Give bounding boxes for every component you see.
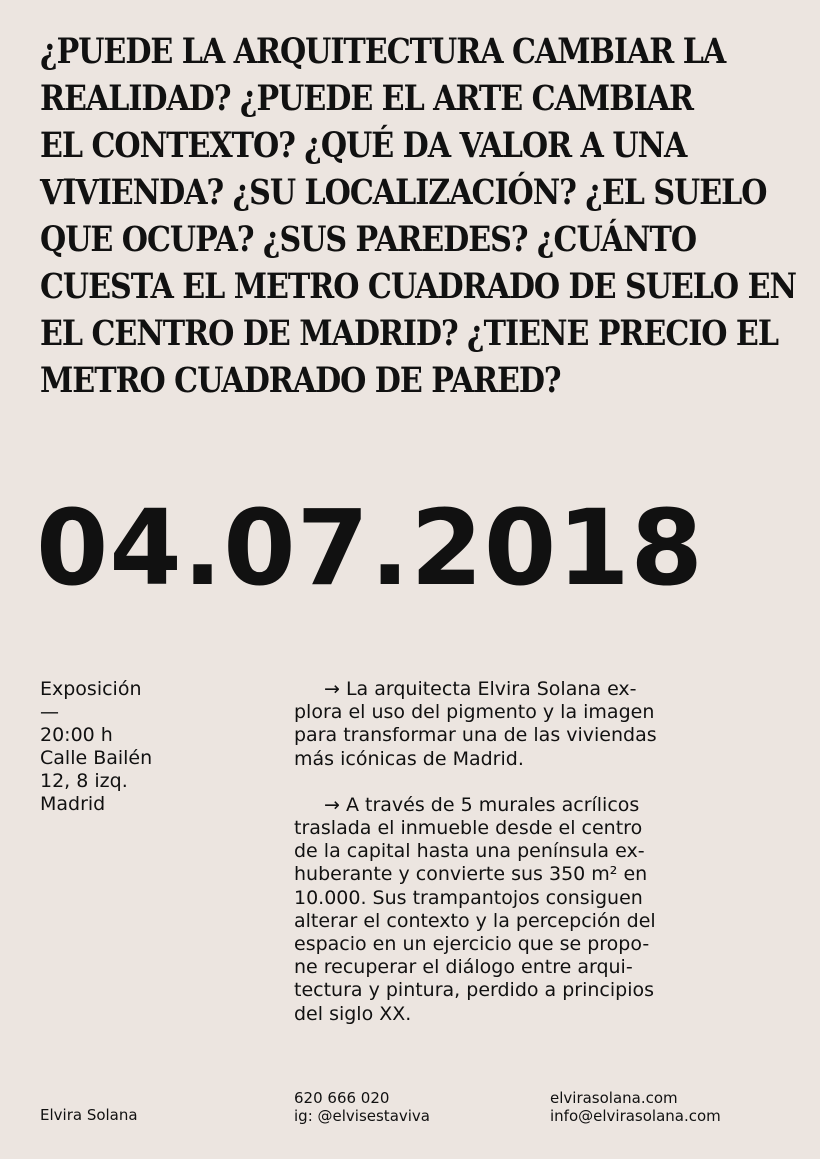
artist-name: Elvira Solana <box>40 1106 138 1124</box>
headline-line: EL CONTEXTO? ¿QUÉ DA VALOR A UNA <box>40 125 687 166</box>
phone-number: 620 666 020 <box>294 1089 390 1107</box>
headline <box>40 28 800 404</box>
paragraph-line: → A través de 5 murales acrílicos <box>324 793 640 816</box>
headline-line: VIVIENDA? ¿SU LOCALIZACIÓN? ¿EL SUELO <box>40 172 767 213</box>
description-paragraph <box>294 678 794 771</box>
headline-line: REALIDAD? ¿PUEDE EL ARTE CAMBIAR <box>40 78 693 119</box>
footer-contact-block <box>294 1089 430 1125</box>
paragraph-line: tectura y pintura, perdido a principios <box>294 979 655 1002</box>
paragraph-line: alterar el contexto y la percepción del <box>294 909 656 932</box>
paragraph-line: del siglo XX. <box>294 1002 412 1025</box>
headline-line: EL CENTRO DE MADRID? ¿TIENE PRECIO EL <box>40 313 778 354</box>
paragraph-line: → La arquitecta Elvira Solana ex- <box>324 678 637 700</box>
paragraph-line: 10.000. Sus trampantojos consiguen <box>294 886 643 909</box>
paragraph-line: traslada el inmueble desde el centro <box>294 817 643 840</box>
description <box>294 678 794 1049</box>
headline-line: ¿PUEDE LA ARQUITECTURA CAMBIAR LA <box>40 31 726 72</box>
footer-web-block <box>550 1089 721 1125</box>
paragraph-line: ne recuperar el diálogo entre arqui- <box>294 956 633 979</box>
event-address-line-2: 12, 8 izq. <box>40 770 128 792</box>
event-address-line-1: Calle Bailén <box>40 747 153 769</box>
event-city: Madrid <box>40 793 106 815</box>
event-type: Exposición <box>40 678 142 700</box>
headline-line: METRO CUADRADO DE PARED? <box>40 360 561 401</box>
instagram-handle: ig: @elvisestaviva <box>294 1107 430 1125</box>
event-info <box>40 678 152 816</box>
paragraph-line: huberante y convierte sus 350 m² en <box>294 863 648 886</box>
website-link[interactable]: elvirasolana.com <box>550 1089 678 1107</box>
paragraph-line: plora el uso del pigmento y la imagen <box>294 701 655 724</box>
info-dash: — <box>40 701 59 723</box>
paragraph-line: para transformar una de las viviendas <box>294 724 657 747</box>
paragraph-line: más icónicas de Madrid. <box>294 747 524 770</box>
headline-line: QUE OCUPA? ¿SUS PAREDES? ¿CUÁNTO <box>40 219 697 260</box>
event-time: 20:00 h <box>40 724 113 746</box>
footer-name-block <box>40 1106 138 1124</box>
headline-line: CUESTA EL METRO CUADRADO DE SUELO EN <box>40 266 796 307</box>
paragraph-line: espacio en un ejercicio que se propo- <box>294 933 650 956</box>
event-date: 04.07.2018 <box>36 487 704 609</box>
email-link[interactable]: info@elvirasolana.com <box>550 1107 721 1125</box>
description-paragraph <box>294 794 794 1026</box>
paragraph-line: de la capital hasta una península ex- <box>294 840 645 863</box>
